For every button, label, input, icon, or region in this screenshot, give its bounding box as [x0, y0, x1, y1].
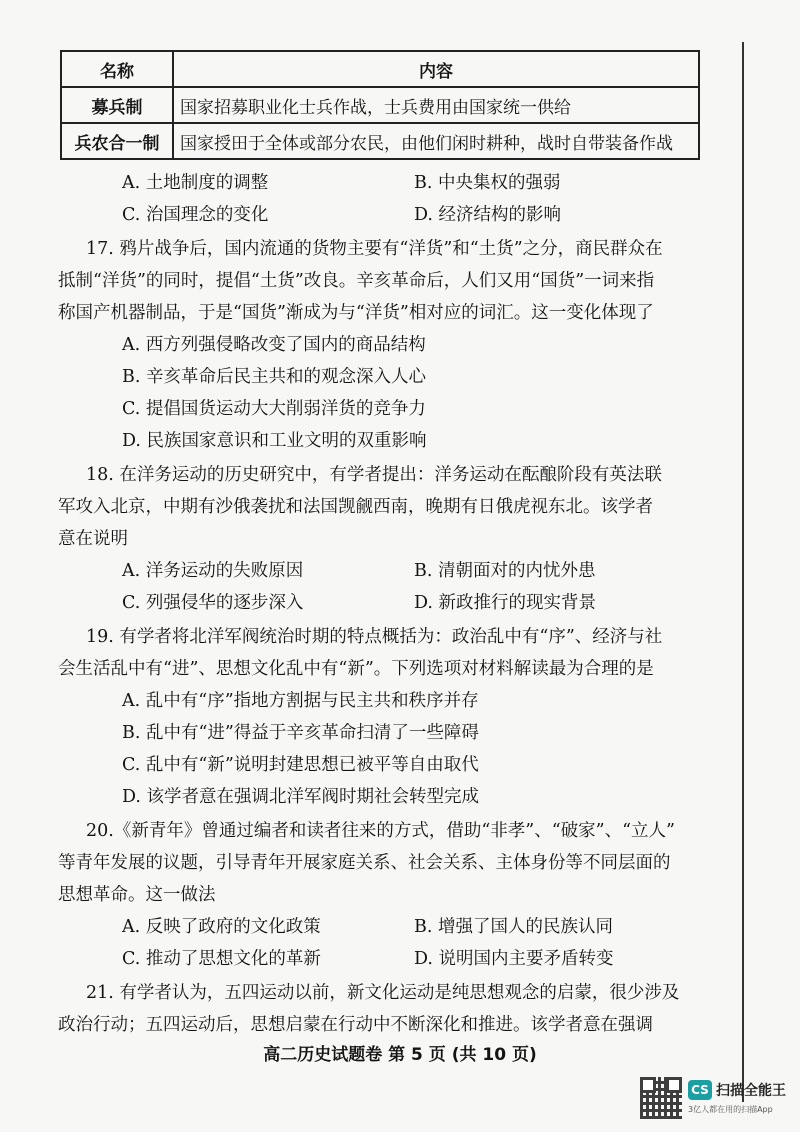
table-row: [61, 123, 699, 159]
q20-stem-line: 思想革命。这一做法: [58, 885, 216, 905]
q16-option-b: B. 中央集权的强弱: [414, 173, 561, 193]
page-footer: 高二历史试题卷 第 5 页 (共 10 页): [263, 1045, 537, 1065]
q18-stem-line: 18. 在洋务运动的历史研究中，有学者提出：洋务运动在酝酿阶段有英法联: [86, 465, 662, 485]
camscanner-logo-icon: CS: [688, 1080, 712, 1100]
table-cell-name: 募兵制: [61, 87, 173, 123]
q16-option-a: A. 土地制度的调整: [122, 173, 269, 193]
q17-stem-line: 17. 鸦片战争后，国内流通的货物主要有“洋货”和“土货”之分，商民群众在: [86, 239, 663, 259]
q17-option-c: C. 提倡国货运动大大削弱洋货的竞争力: [122, 399, 426, 419]
q19-option-b: B. 乱中有“进”得益于辛亥革命扫清了一些障碍: [122, 723, 479, 743]
q18-option-b: B. 清朝面对的内忧外患: [414, 561, 596, 581]
q20-option-a: A. 反映了政府的文化政策: [122, 917, 321, 937]
q21-stem-line: 21. 有学者认为，五四运动以前，新文化运动是纯思想观念的启蒙，很少涉及: [86, 983, 680, 1003]
table-cell-content: 国家授田于全体或部分农民，由他们闲时耕种，战时自带装备作战: [173, 123, 699, 159]
q19-stem-line: 19. 有学者将北洋军阀统治时期的特点概括为：政治乱中有“序”、经济与社: [86, 627, 663, 647]
q17-option-b: B. 辛亥革命后民主共和的观念深入人心: [122, 367, 426, 387]
table-header-content: 内容: [173, 51, 699, 87]
watermark-title: 扫描全能王: [716, 1083, 786, 1099]
qr-code-icon: [640, 1077, 682, 1119]
q20-option-c: C. 推动了思想文化的革新: [122, 949, 321, 969]
q19-option-d: D. 该学者意在强调北洋军阀时期社会转型完成: [122, 787, 480, 807]
q18-stem-line: 意在说明: [58, 529, 128, 549]
q17-stem-line: 抵制“洋货”的同时，提倡“土货”改良。辛亥革命后，人们又用“国货”一词来指: [58, 271, 655, 291]
q21-stem-line: 政治行动；五四运动后，思想启蒙在行动中不断深化和推进。该学者意在强调: [58, 1015, 653, 1035]
table-row: [61, 87, 699, 123]
q20-option-d: D. 说明国内主要矛盾转变: [414, 949, 614, 969]
table-cell-content: 国家招募职业化士兵作战，士兵费用由国家统一供给: [173, 87, 699, 123]
q17-option-a: A. 西方列强侵略改变了国内的商品结构: [122, 335, 426, 355]
q19-option-c: C. 乱中有“新”说明封建思想已被平等自由取代: [122, 755, 479, 775]
q20-stem-line: 等青年发展的议题，引导青年开展家庭关系、社会关系、主体身份等不同层面的: [58, 853, 671, 873]
q16-option-c: C. 治国理念的变化: [122, 205, 269, 225]
q19-stem-line: 会生活乱中有“进”、思想文化乱中有“新”。下列选项对材料解读最为合理的是: [58, 659, 654, 679]
q18-option-c: C. 列强侵华的逐步深入: [122, 593, 304, 613]
table-header-row: [61, 51, 699, 87]
q16-option-d: D. 经济结构的影响: [414, 205, 562, 225]
comparison-table: [60, 50, 700, 160]
q18-option-d: D. 新政推行的现实背景: [414, 593, 597, 613]
q18-stem-line: 军攻入北京，中期有沙俄袭扰和法国觊觎西南，晚期有日俄虎视东北。该学者: [58, 497, 653, 517]
q17-stem-line: 称国产机器制品，于是“国货”渐成为与“洋货”相对应的词汇。这一变化体现了: [58, 303, 654, 323]
q17-option-d: D. 民族国家意识和工业文明的双重影响: [122, 431, 427, 451]
q20-option-b: B. 增强了国人的民族认同: [414, 917, 613, 937]
q20-stem-line: 20.《新青年》曾通过编者和读者往来的方式，借助“非孝”、“破家”、“立人”: [86, 821, 676, 841]
watermark-subtitle: 3亿人都在用的扫描App: [688, 1105, 773, 1114]
q18-option-a: A. 洋务运动的失败原因: [122, 561, 304, 581]
table-header-name: 名称: [61, 51, 173, 87]
q19-option-a: A. 乱中有“序”指地方割据与民主共和秩序并存: [122, 691, 479, 711]
table-cell-name: 兵农合一制: [61, 123, 173, 159]
margin-line: [742, 42, 744, 1102]
